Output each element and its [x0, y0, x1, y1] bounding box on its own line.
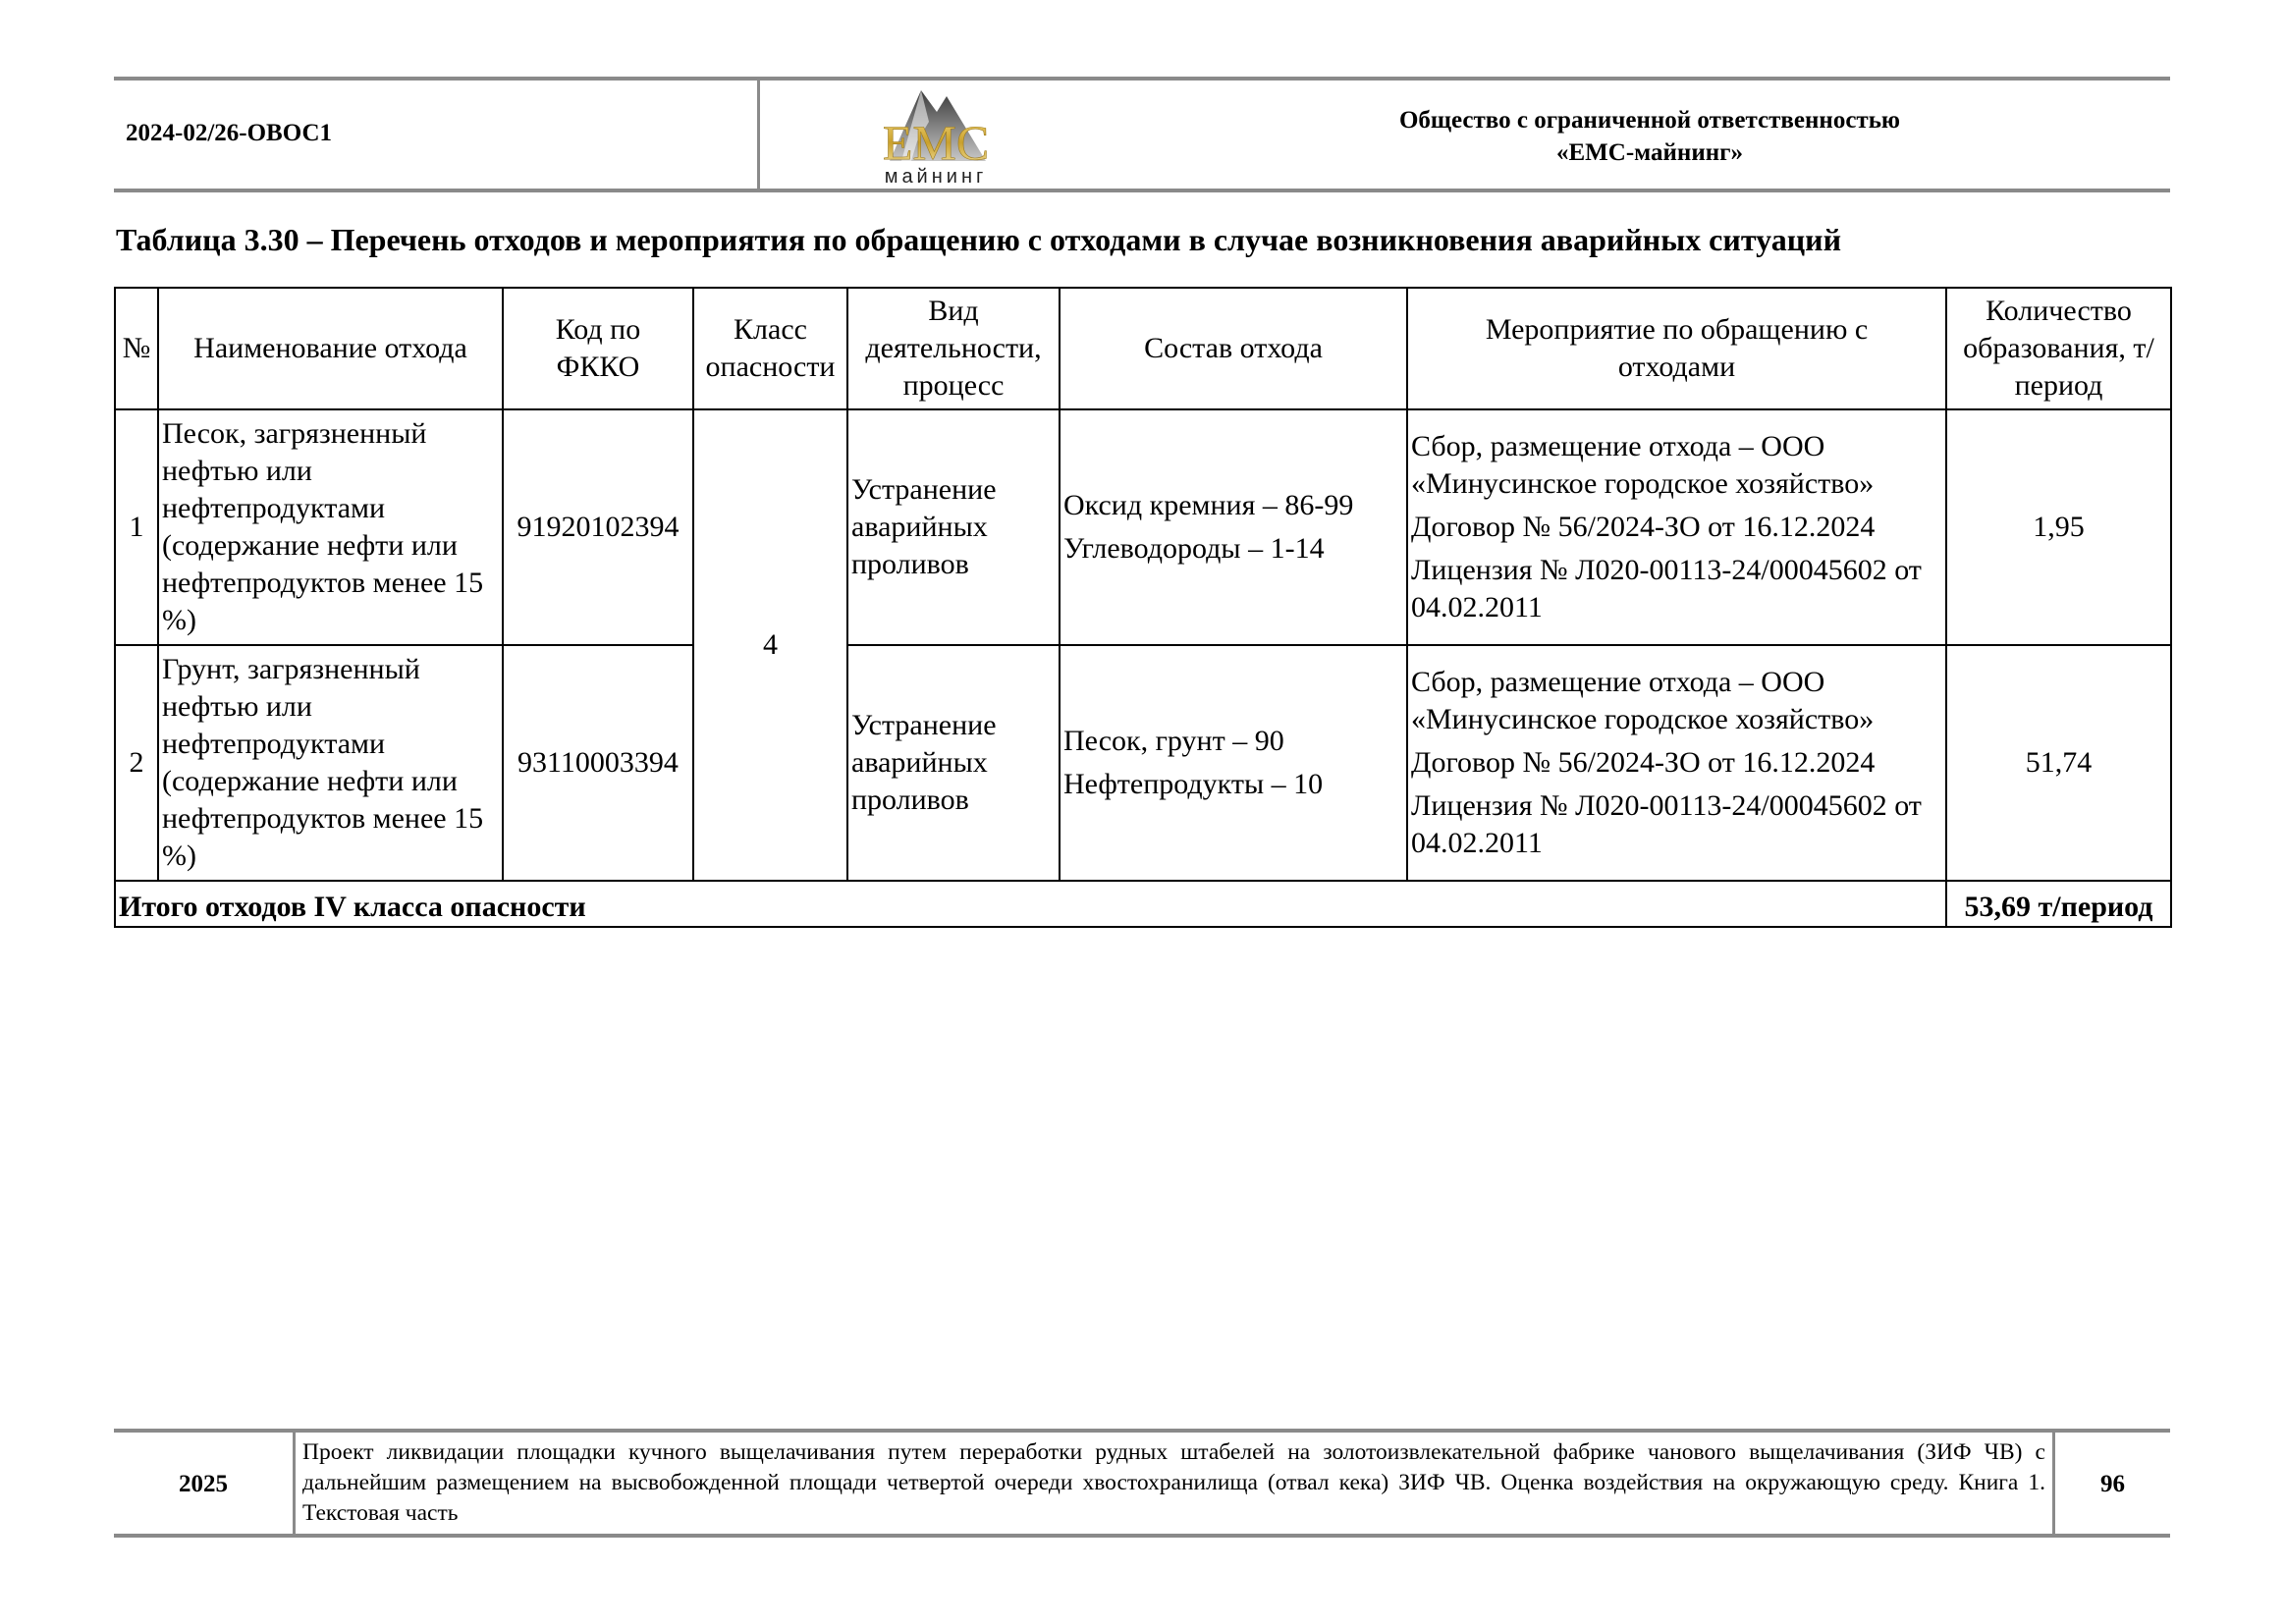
col-header-code: Код по ФККО — [503, 288, 693, 409]
cell-hazard-class: 4 — [693, 409, 847, 881]
col-header-num: № — [115, 288, 158, 409]
col-header-activity: Вид деятельности, процесс — [847, 288, 1060, 409]
company-logo — [852, 82, 1019, 189]
cell-name: Песок, загрязненный нефтью или нефтепродуктами (содержание нефти или нефтепродуктов менее 15 %) — [158, 409, 503, 645]
composition-line: Нефтепродукты – 10 — [1063, 768, 1324, 800]
company-line-1: Общество с ограниченной ответственностью — [1398, 107, 1901, 134]
cell-composition — [1060, 645, 1407, 881]
col-header-class: Класс опасности — [693, 288, 847, 409]
footer-year: 2025 — [179, 1470, 228, 1497]
composition-line: Оксид кремния – 86-99 — [1063, 489, 1354, 521]
company-line-2: «ЕМС-майнинг» — [1556, 139, 1743, 166]
composition-line: Песок, грунт – 90 — [1063, 725, 1284, 757]
col-header-composition: Состав отхода — [1060, 288, 1407, 409]
cell-composition — [1060, 409, 1407, 645]
col-header-measures: Мероприятие по обращению с отходами — [1407, 288, 1946, 409]
col-header-name: Наименование отхода — [158, 288, 503, 409]
total-label: Итого отходов IV класса опасности — [115, 881, 1946, 927]
measure-line: Договор № 56/2024-ЗО от 16.12.2024 — [1411, 511, 1876, 543]
col-header-quantity: Количество образования, т/период — [1946, 288, 2171, 409]
total-value: 53,69 т/период — [1946, 881, 2171, 927]
cell-activity: Устранение аварийных проливов — [847, 409, 1060, 645]
company-name — [1277, 104, 2023, 169]
measure-line: Лицензия № Л020-00113-24/00045602 от 04.02.2011 — [1411, 789, 1922, 859]
measure-line: Договор № 56/2024-ЗО от 16.12.2024 — [1411, 746, 1876, 779]
cell-measures — [1407, 645, 1946, 881]
cell-activity: Устранение аварийных проливов — [847, 645, 1060, 881]
cell-quantity: 51,74 — [1946, 645, 2171, 881]
footer-top-rule — [114, 1429, 2170, 1433]
cell-num: 1 — [115, 409, 158, 645]
measure-line: Лицензия № Л020-00113-24/00045602 от 04.02.2011 — [1411, 554, 1922, 623]
header-bottom-rule — [114, 189, 2170, 192]
svg-text:майнинг: майнинг — [884, 166, 988, 188]
svg-text:EMC: EMC — [882, 115, 990, 170]
page-number: 96 — [2100, 1470, 2125, 1497]
cell-code: 93110003394 — [503, 645, 693, 881]
cell-num: 2 — [115, 645, 158, 881]
footer-divider-left — [293, 1431, 296, 1535]
cell-code: 91920102394 — [503, 409, 693, 645]
measure-line: Сбор, размещение отхода – ООО «Минусинское городское хозяйство» — [1411, 430, 1875, 500]
cell-measures — [1407, 409, 1946, 645]
cell-name: Грунт, загрязненный нефтью или нефтепродуктами (содержание нефти или нефтепродуктов менее 15 %) — [158, 645, 503, 881]
table-total-row — [115, 881, 2171, 927]
table-row — [115, 409, 2171, 645]
table-row — [115, 645, 2171, 881]
waste-table — [114, 287, 2172, 928]
document-code: 2024-02/26-ОВОС1 — [126, 120, 333, 146]
composition-line: Углеводороды – 1-14 — [1063, 532, 1325, 565]
footer-bottom-rule — [114, 1534, 2170, 1538]
header-divider — [757, 79, 760, 190]
cell-quantity: 1,95 — [1946, 409, 2171, 645]
footer-project-title: Проект ликвидации площадки кучного выщелачивания путем переработки рудных штабелей на золотоизвлекательной фабрике чанового выщелачивания (ЗИФ ЧВ) с дальнейшим размещением на высвобожденной площади четвертой очереди хвостохранилища (отвал кека) ЗИФ ЧВ. Оценка воздействия на окружающую среду. Книга 1. Текстовая часть — [302, 1439, 2045, 1526]
mountain-logo-icon — [852, 82, 1019, 189]
table-header-row — [115, 288, 2171, 409]
header-top-rule — [114, 77, 2170, 81]
measure-line: Сбор, размещение отхода – ООО «Минусинское городское хозяйство» — [1411, 666, 1875, 735]
table-title: Таблица 3.30 – Перечень отходов и мероприятия по обращению с отходами в случае возникновения аварийных ситуаций — [116, 222, 1841, 257]
